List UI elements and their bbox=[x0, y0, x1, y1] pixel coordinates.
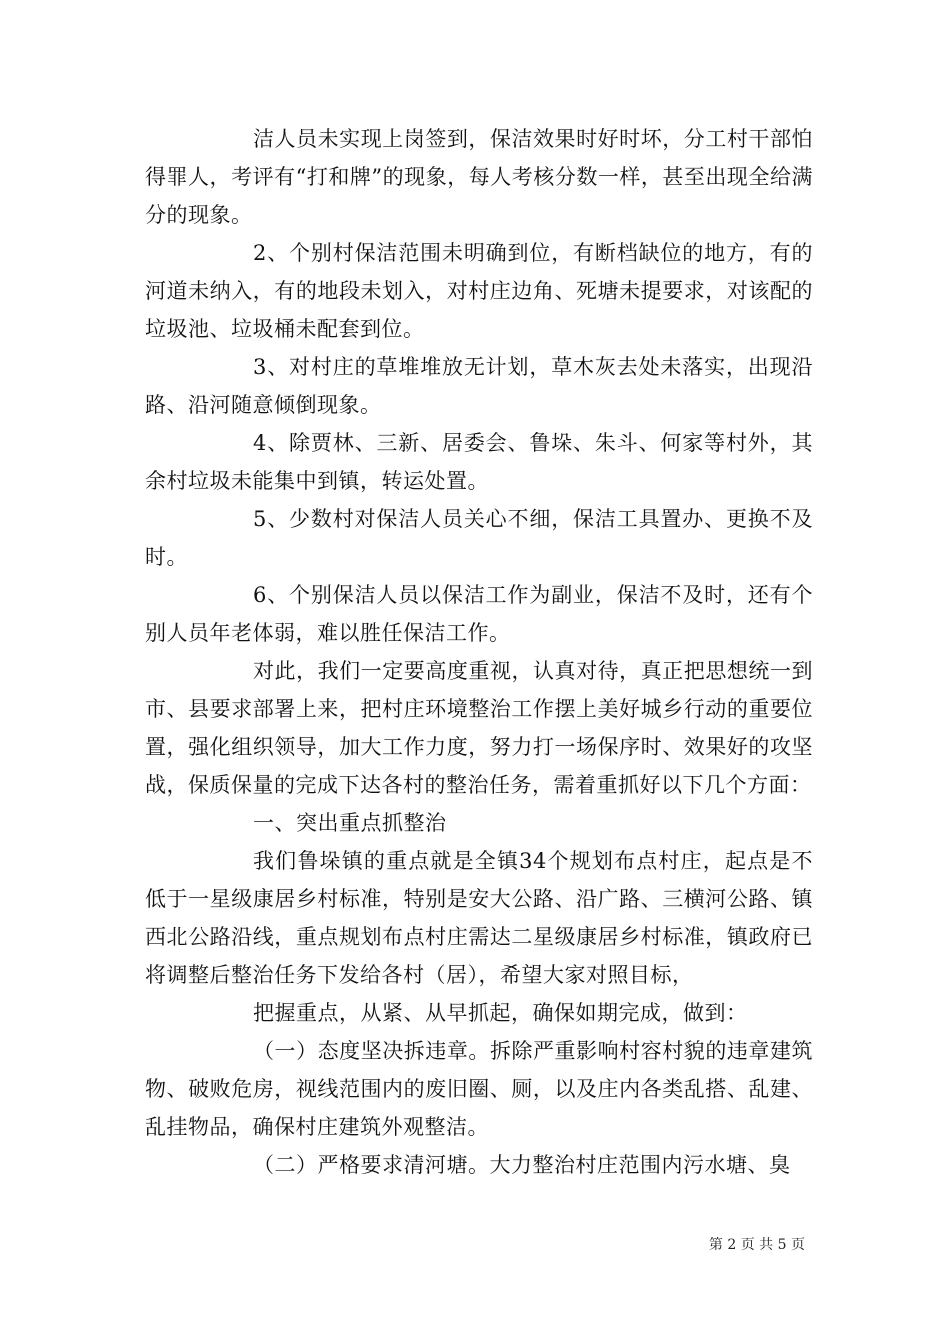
paragraph-continued: 洁人员未实现上岗签到，保洁效果时好时坏，分工村干部怕得罪人，考评有“打和牌”的现象，每人考核分数一样，甚至出现全给满分的现象。 bbox=[145, 127, 813, 227]
paragraph-subitem-2: （二）严格要求清河塘。大力整治村庄范围内污水塘、臭 bbox=[253, 1153, 791, 1177]
paragraph-item-2: 2、个别村保洁范围未明确到位，有断档缺位的地方，有的河道未纳入，有的地段未划入，对村庄边角、死塘未提要求，对该配的垃圾池、垃圾桶未配套到位。 bbox=[145, 241, 813, 341]
page-number: 第 2 页 共 5 页 bbox=[708, 1237, 805, 1253]
paragraph-item-5: 5、少数村对保洁人员关心不细，保洁工具置办、更换不及时。 bbox=[145, 507, 813, 569]
paragraph-grasp: 把握重点，从紧、从早抓起，确保如期完成，做到： bbox=[253, 1001, 748, 1025]
paragraph-subitem-1: （一）态度坚决拆违章。拆除严重影响村容村貌的违章建筑物、破败危房，视线范围内的废旧圈、厕，以及庄内各类乱搭、乱建、乱挂物品，确保村庄建筑外观整洁。 bbox=[145, 1039, 813, 1139]
paragraph-item-4: 4、除贾林、三新、居委会、鲁垛、朱斗、何家等村外，其余村垃圾未能集中到镇，转运处置。 bbox=[145, 431, 813, 493]
paragraph-item-6: 6、个别保洁人员以保洁工作为副业，保洁不及时，还有个别人员年老体弱，难以胜任保洁工作。 bbox=[145, 583, 813, 645]
document-body bbox=[145, 120, 813, 1184]
paragraph-focus: 我们鲁垛镇的重点就是全镇34个规划布点村庄，起点是不低于一星级康居乡村标准，特别是安大公路、沿广路、三横河公路、镇西北公路沿线，重点规划布点村庄需达二星级康居乡村标准，镇政府已将调整后整治任务下发给各村（居），希望大家对照目标， bbox=[145, 849, 813, 987]
paragraph-item-3: 3、对村庄的草堆堆放无计划，草木灰去处未落实，出现沿路、沿河随意倾倒现象。 bbox=[145, 355, 813, 417]
section-heading: 一、突出重点抓整治 bbox=[253, 811, 447, 835]
paragraph-summary: 对此，我们一定要高度重视，认真对待，真正把思想统一到市、县要求部署上来，把村庄环境整治工作摆上美好城乡行动的重要位置，强化组织领导，加大工作力度，努力打一场保序时、效果好的攻坚战，保质保量的完成下达各村的整治任务，需着重抓好以下几个方面： bbox=[145, 659, 813, 797]
